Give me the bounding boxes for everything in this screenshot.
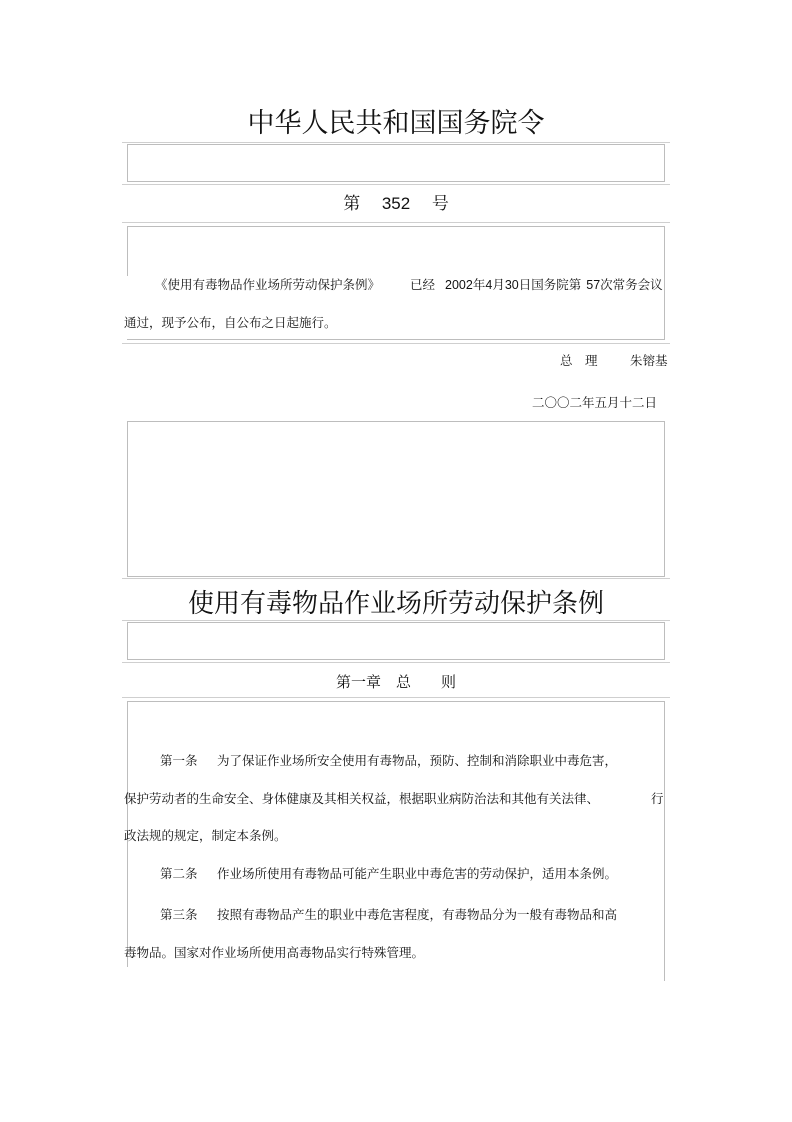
article-1-label: 第一条 [160, 753, 198, 768]
signer-title: 总 理 [560, 353, 598, 368]
session-number: 57 [586, 278, 601, 292]
article-1-line-3: 政法规的规定，制定本条例。 [124, 828, 287, 843]
divider [122, 620, 670, 621]
divider [122, 142, 670, 143]
empty-frame [127, 421, 665, 577]
month: 4 [485, 278, 493, 292]
text-fragment: 年 [472, 277, 486, 292]
article-3-line-1: 按照有毒物品产生的职业中毒危害程度，有毒物品分为一般有毒物品和高 [217, 907, 618, 922]
order-label-after: 号 [431, 194, 449, 214]
text-fragment: 月 [492, 277, 505, 292]
year: 2002 [445, 278, 473, 292]
divider [122, 662, 670, 663]
divider [122, 222, 670, 223]
regulation-title: 使用有毒物品作业场所劳动保护条例 [187, 589, 604, 619]
day: 30 [504, 278, 519, 292]
decree-date: 二〇〇二年五月十二日 [532, 395, 658, 410]
divider [122, 184, 670, 185]
article-2-label: 第二条 [160, 866, 198, 881]
order-label-before: 第 [343, 194, 361, 214]
chapter-heading [122, 670, 670, 694]
text-fragment: 已经 [410, 277, 436, 292]
regulation-name-ref: 《使用有毒物品作业场所劳动保护条例》 [155, 277, 381, 292]
chapter-name: 总 则 [396, 673, 457, 691]
article-1-line-2: 保护劳动者的生命安全、身体健康及其相关权益，根据职业病防治法和其他有关法律、 [124, 791, 600, 806]
decree-title: 中华人民共和国国务院令 [247, 108, 545, 139]
divider [122, 578, 670, 579]
article-2-line-1: 作业场所使用有毒物品可能产生职业中毒危害的劳动保护，适用本条例。 [217, 866, 618, 881]
text-fragment: 次常务会议 [600, 277, 663, 292]
signer-name: 朱镕基 [630, 353, 668, 368]
empty-frame [127, 144, 665, 182]
article-1-line-2-end: 行 [651, 791, 664, 806]
frame-left-edge [127, 226, 128, 276]
order-number: 352 [381, 194, 411, 213]
article-3-label: 第三条 [160, 907, 198, 922]
order-number-line [122, 191, 670, 217]
divider [122, 697, 670, 698]
divider [122, 343, 670, 344]
announcement-line-2: 通过，现予公布，自公布之日起施行。 [124, 315, 337, 330]
article-3-line-2: 毒物品。国家对作业场所使用高毒物品实行特殊管理。 [124, 945, 425, 960]
article-1-line-1: 为了保证作业场所安全使用有毒物品，预防、控制和消除职业中毒危害， [217, 753, 618, 768]
chapter-label: 第一章 [335, 673, 381, 691]
empty-frame [127, 622, 665, 660]
announcement-line-1 [155, 276, 663, 294]
text-fragment: 日国务院第 [518, 277, 582, 292]
